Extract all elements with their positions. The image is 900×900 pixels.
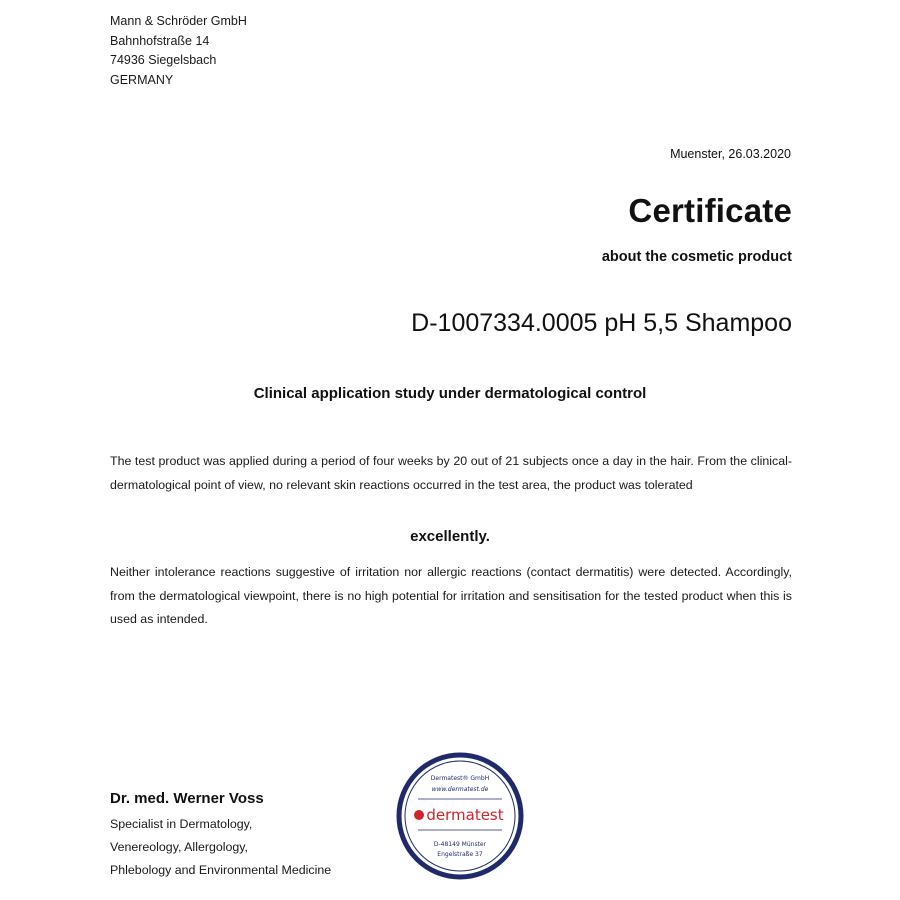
study-title: Clinical application study under dermatological control [253, 385, 647, 402]
signatory-name: Dr. med. Werner Voss [110, 790, 264, 807]
result-paragraph: The test product was applied during a period of four weeks by 20 out of 21 subjects once a day in the hair. From the clinical-dermatological point of view, no relevant skin reactions occurred in the test area, the product was tolerated [110, 454, 792, 492]
sender-address [110, 12, 247, 90]
sender-company: Mann & Schröder GmbH [110, 14, 247, 28]
stamp-brand: dermatest [426, 806, 504, 824]
sender-country: GERMANY [110, 72, 174, 87]
stamp-seal [396, 752, 524, 880]
specialty-line: Specialist in Dermatology, [110, 817, 253, 831]
date-line: Muenster, 26.03.2020 [670, 147, 791, 161]
signatory-specialties [110, 813, 331, 882]
sender-street: Bahnhofstraße 14 [110, 33, 210, 48]
document-subtitle: about the cosmetic product [601, 249, 792, 265]
stamp-street: Engelstraße 37 [437, 851, 483, 858]
stamp-website: www.dermatest.de [431, 786, 489, 793]
sender-city: 74936 Siegelsbach [110, 53, 217, 67]
specialty-line: Venereology, Allergology, [110, 840, 248, 854]
tolerance-rating: excellently. [410, 528, 490, 545]
dermatest-stamp [396, 752, 524, 880]
dermatest-logo-dot-icon [414, 810, 424, 820]
document-title: Certificate [628, 192, 792, 229]
stamp-postcode: D-48149 Münster [433, 841, 487, 848]
stamp-company: Dermatest® GmbH [430, 775, 490, 782]
product-name: D-1007334.0005 pH 5,5 Shampoo [411, 309, 792, 337]
specialty-line: Phlebology and Environmental Medicine [110, 863, 332, 877]
conclusion-paragraph: Neither intolerance reactions suggestive of irritation nor allergic reactions (contact dermatitis) were detected. Accordingly, from the dermatological viewpoint, there is no high potential for irritation and sensitisation for the tested product when this is used as intended. [110, 565, 792, 626]
